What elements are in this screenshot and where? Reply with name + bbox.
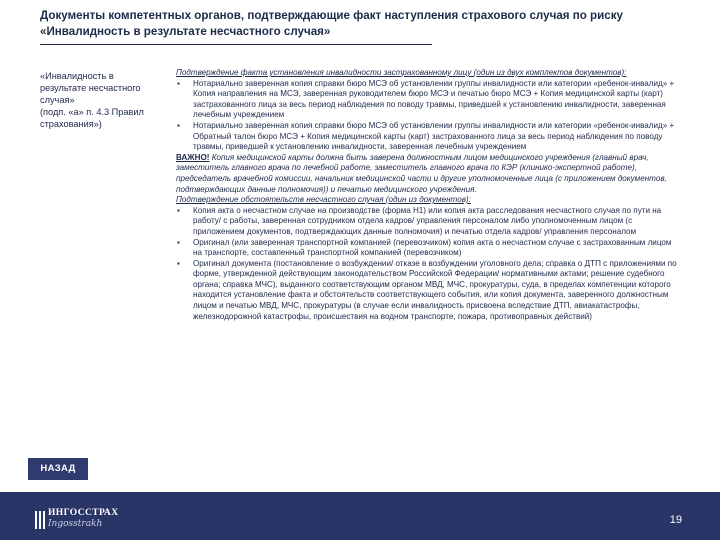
bullet-icon: ▪ — [177, 78, 180, 88]
list-item — [176, 206, 682, 238]
list-item-text: Копия акта о несчастном случае на производстве (форма Н1) или копия акта расследования несчастного случая по пути на работу/ с работы, заверенная сотрудником отдела кадров/ управления персоналом либо уполномоченным лицом (с приложением документов, подтверждающих данные полномочия) и печатью отдела кадров/ управления персоналом — [193, 205, 662, 236]
bullet-icon: ▪ — [177, 237, 180, 247]
list-item-text: Нотариально заверенная копия справки бюро МСЭ об установлении группы инвалидности или категории «ребенок-инвалид» + Обратный талон бюро МСЭ + Копия медицинской карты (карт) застрахованного лица за весь период наблюдения по поводу травмы, приведшей к установлению инвалидности, заверенная лечебным учреждением — [193, 120, 675, 152]
important-note — [176, 153, 682, 195]
risk-label-line: «Инвалидность в — [40, 71, 114, 81]
page-number: 19 — [669, 514, 682, 526]
section-heading-disability: Подтверждение факта установления инвалидности застрахованному лицу (один из двух комплектов документов): — [176, 68, 627, 77]
bullet-icon: ▪ — [177, 205, 180, 215]
back-button[interactable]: НАЗАД — [28, 458, 88, 480]
list-item-text: Оригинал документа (постановление о возбуждении/ отказе в возбуждении уголовного дела; справка о ДТП с приложениями по форме, утвержденной действующим законодательством Российской Федерации/ нормативными актами; решение судебного органа; справка МЧС), выданного соответствующим органом МВД, МЧС, прокуратуры, суда, в пределах компетенции которого находится установление факта и обстоятельств соответствующего события, или копия документа, заверенного должностным лицом и печатью МВД, МЧС, прокуратуры (в случае если инвалидность присвоена вследствие ДТП, авиакатастрофы, железнодорожной катастрофы, происшествия на водном транспорте, пожара, противоправных действий) — [193, 258, 677, 321]
rule-reference-line: (подп. «а» п. 4.3 Правил — [40, 107, 144, 117]
rule-reference-line: страхования») — [40, 119, 102, 129]
page-title: Документы компетентных органов, подтверждающие факт наступления страхового случая по риску «Инвалидность в результате несчастного случая» — [40, 9, 623, 38]
logo-script: Ingosstrakh — [48, 519, 103, 529]
list-item — [176, 79, 682, 121]
documents-list — [176, 68, 682, 322]
list-item — [176, 238, 682, 259]
section-heading-circumstances: Подтверждение обстоятельств несчастного случая (один из документов): — [176, 195, 471, 205]
list-item-text: Оригинал (или заверенная транспортной компанией (перевозчиком) копия акта о несчастном случае с застрахованным лицом на транспорте, составленный транспортной компанией (перевозчиком) — [193, 237, 672, 258]
company-logo — [34, 508, 124, 534]
bullet-icon: ▪ — [177, 258, 180, 268]
logo-text: ИНГОССТРАХ — [48, 508, 119, 518]
bullet-icon: ▪ — [177, 120, 180, 130]
risk-label-line: случая» — [40, 95, 75, 105]
important-text: Копия медицинской карты должна быть заверена должностным лицом медицинского учреждения (главный врач, заместитель главного врача по лечебной работе, заместитель главного врача по КЭР (клинико-экспертной работе), председатель врачебной комиссии, начальник медицинской части и другие уполномоченные лица (с приложением документов, подтверждающих данные полномочия)) и печатью медицинского учреждения. — [176, 152, 667, 194]
risk-label-line: результате несчастного — [40, 83, 141, 93]
list-item — [176, 121, 682, 153]
risk-label — [40, 70, 170, 130]
logo-emblem-icon — [34, 509, 46, 531]
list-item — [176, 259, 682, 323]
list-item-text: Нотариально заверенная копия справки бюро МСЭ об установлении группы инвалидности или категории «ребенок-инвалид» + Копия направления на МСЭ, заверенная руководителем бюро МСЭ и печатью бюро МСЭ + Копия медицинской карты (карт) застрахованного лица за весь период наблюдения по поводу травмы, приведшей к установлению инвалидности, заверенная лечебным учреждением — [193, 78, 675, 120]
title-underline — [40, 44, 432, 45]
important-label: ВАЖНО! — [176, 152, 210, 162]
